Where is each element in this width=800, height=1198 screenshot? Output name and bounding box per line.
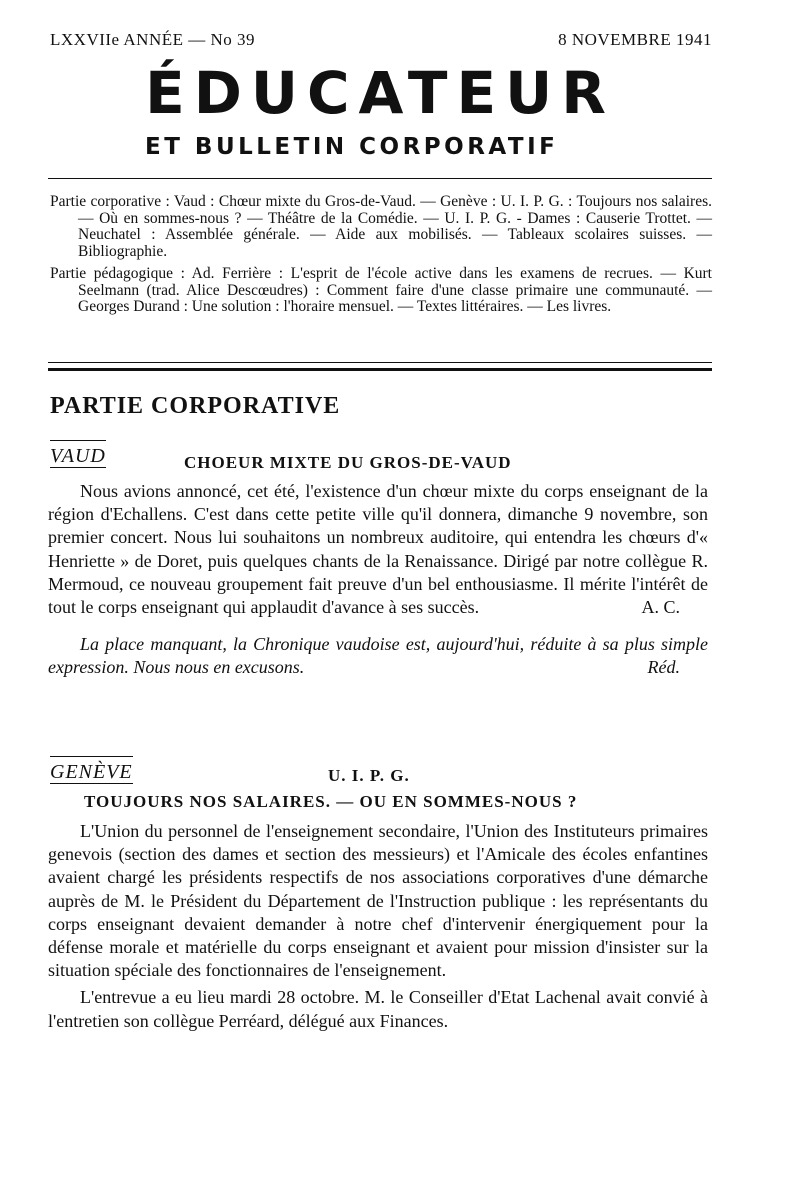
vaud-paragraph [48,480,708,619]
vaud-note-signature: Réd. [647,657,680,678]
vaud-paragraph-text: Nous avions annoncé, cet été, l'existence d'un chœur mixte du corps enseignant de la région d'Echallens. C'est dans cette petite ville qu'il donnera, dimanche 9 novembre, son premier concert. Nous lui souhaitons un nombreux auditoire, qui entendra les chœurs d'« Henriette » de Doret, puis quelques chants de la Renaissance. Dirigé par notre collègue R. Mermoud, ce nouveau groupement fait preuve d'un bel enthousiasme. Il mérite l'intérêt de tout le corps enseignant qui applaudit d'avance à ses succès. [48,481,708,618]
rubric-vaud: VAUD [50,440,106,468]
journal-subtitle: ET BULLETIN CORPORATIF [145,134,559,160]
toc-corporative: Partie corporative : Vaud : Chœur mixte du Gros-de-Vaud. — Genève : U. I. P. G. : Toujours nos salaires. — Où en sommes-nous ? — Théâtre de la Comédie. — U. I. P. G. - Dames : Causerie Trottet. — Neuchatel : Assemblée générale. — Aide aux mobilisés. — Tableaux scolaires suisses. — Bibliographie. [50,193,712,260]
issue-date: 8 NOVEMBRE 1941 [558,30,712,49]
issue-number: LXXVIIe ANNÉE — No 39 [50,30,256,49]
article-geneve [48,820,708,1033]
org-geneve: U. I. P. G. [328,766,410,785]
article-vaud [48,480,708,680]
vaud-note [48,633,708,679]
headline-vaud: CHOEUR MIXTE DU GROS-DE-VAUD [184,453,512,472]
vaud-note-text: La place manquant, la Chronique vaudoise est, aujourd'hui, réduite à sa plus simple expression. Nous nous en excusons. [48,634,708,678]
headline-geneve: TOUJOURS NOS SALAIRES. — OU EN SOMMES-NOUS ? [84,792,578,811]
toc-pedagogique: Partie pédagogique : Ad. Ferrière : L'esprit de l'école active dans les examens de recrues. — Kurt Seelmann (trad. Alice Descœudres) : Comment faire d'une classe primaire une communauté. — Georges Durand : Une solution : l'horaire mensuel. — Textes littéraires. — Les livres. [50,265,712,315]
geneve-paragraph-1: L'Union du personnel de l'enseignement secondaire, l'Union des Instituteurs primaires genevois (section des dames et section des messieurs) et l'Amicale des écoles enfantines avaient chargé les présidents respectifs de nos associations corporatives d'une démarche auprès de M. le Président du Département de l'Instruction publique : les représentants du corps enseignant devaient demander à notre chef d'intervenir énergiquement pour la défense morale et matérielle du corps enseignant et avaient pour mission d'insister sur la situation spéciale des fonctionnaires de l'enseignement. [48,821,708,981]
section-title: PARTIE CORPORATIVE [50,393,341,419]
summary-rule-2 [48,368,712,371]
geneve-paragraph-2: L'entrevue a eu lieu mardi 28 octobre. M. le Conseiller d'Etat Lachenal avait convié à l'entretien son collègue Perréard, délégué aux Finances. [48,987,708,1031]
summary-rule-1 [48,362,712,363]
summary-top-rule [48,178,712,179]
rubric-geneve: GENÈVE [50,756,133,784]
journal-title: ÉDUCATEUR [145,59,615,127]
vaud-signature: A. C. [641,597,680,618]
table-of-contents [50,194,712,316]
